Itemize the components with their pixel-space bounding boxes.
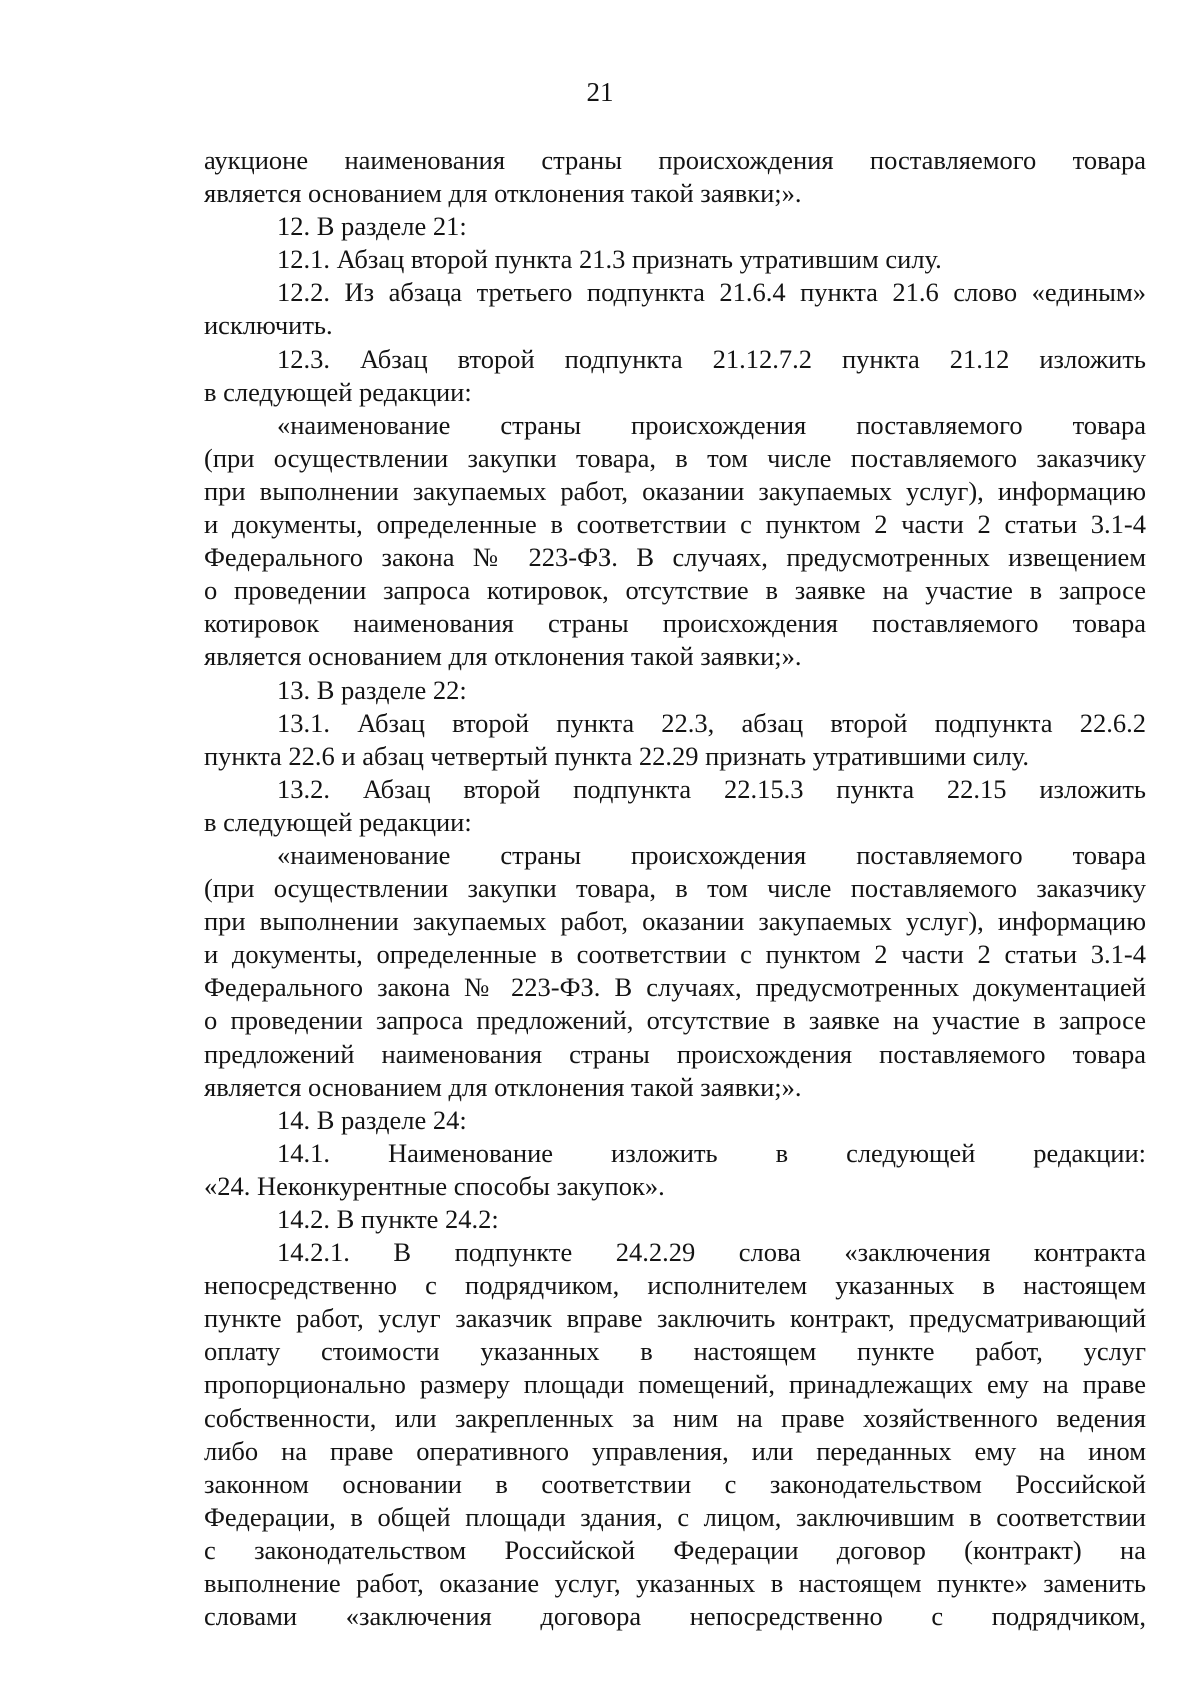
text-line: предложений наименования страны происхождения поставляемого товара	[204, 1038, 1146, 1069]
text-line: законном основании в соответствии с законодательством Российской	[204, 1468, 1146, 1499]
text-line: (при осуществлении закупки товара, в том числе поставляемого заказчику	[204, 873, 1146, 904]
text-line: в следующей редакции:	[204, 806, 472, 837]
text-line: выполнение работ, оказание услуг, указанных в настоящем пункте» заменить	[204, 1568, 1146, 1599]
text-line: либо на праве оперативного управления, или переданных ему на ином	[204, 1435, 1146, 1466]
text-line: является основанием для отклонения такой заявки;».	[204, 641, 802, 672]
document-body	[204, 144, 1146, 1633]
text-line: оплату стоимости указанных в настоящем пункте работ, услуг	[204, 1336, 1146, 1367]
text-line: собственности, или закрепленных за ним на праве хозяйственного ведения	[204, 1402, 1146, 1433]
text-line: «наименование страны происхождения поставляемого товара	[277, 409, 1146, 440]
page-number: 21	[586, 77, 614, 107]
text-line: 14.2.1. В подпункте 24.2.29 слова «заключения контракта	[277, 1237, 1146, 1268]
text-line: «24. Неконкурентные способы закупок».	[204, 1170, 665, 1201]
text-line: с законодательством Российской Федерации договор (контракт) на	[204, 1534, 1146, 1565]
text-line: и документы, определенные в соответствии с пунктом 2 части 2 статьи 3.1-4	[204, 509, 1146, 540]
text-line: пункте работ, услуг заказчик вправе заключить контракт, предусматривающий	[204, 1303, 1146, 1334]
text-line: является основанием для отклонения такой заявки;».	[204, 1071, 802, 1102]
text-line: 14.1. Наименование изложить в следующей редакции:	[277, 1137, 1146, 1168]
text-line: словами «заключения договора непосредственно с подрядчиком,	[204, 1601, 1146, 1632]
text-line: (при осуществлении закупки товара, в том числе поставляемого заказчику	[204, 442, 1146, 473]
text-line: при выполнении закупаемых работ, оказании закупаемых услуг), информацию	[204, 906, 1146, 937]
text-line: котировок наименования страны происхождения поставляемого товара	[204, 608, 1146, 639]
text-line: о проведении запроса котировок, отсутствие в заявке на участие в запросе	[204, 575, 1146, 606]
text-line: в следующей редакции:	[204, 376, 472, 407]
text-line: непосредственно с подрядчиком, исполнителем указанных в настоящем	[204, 1270, 1146, 1301]
text-line: 13.2. Абзац второй подпункта 22.15.3 пункта 22.15 изложить	[277, 773, 1146, 804]
text-line: «наименование страны происхождения поставляемого товара	[277, 839, 1146, 870]
text-line: Федерального закона № 223-ФЗ. В случаях, предусмотренных извещением	[204, 542, 1146, 573]
text-line: пункта 22.6 и абзац четвертый пункта 22.29 признать утратившими силу.	[204, 740, 1030, 771]
text-line: и документы, определенные в соответствии с пунктом 2 части 2 статьи 3.1-4	[204, 939, 1146, 970]
text-line: исключить.	[204, 310, 333, 341]
text-line: 12.3. Абзац второй подпункта 21.12.7.2 пункта 21.12 изложить	[277, 343, 1146, 374]
text-line: Федерального закона № 223-ФЗ. В случаях, предусмотренных документацией	[204, 972, 1146, 1003]
text-line: 13.1. Абзац второй пункта 22.3, абзац второй подпункта 22.6.2	[277, 707, 1146, 738]
text-line: при выполнении закупаемых работ, оказании закупаемых услуг), информацию	[204, 475, 1146, 506]
text-line: о проведении запроса предложений, отсутствие в заявке на участие в запросе	[204, 1005, 1146, 1036]
text-line: пропорционально размеру площади помещений, принадлежащих ему на праве	[204, 1369, 1146, 1400]
text-line: является основанием для отклонения такой заявки;».	[204, 178, 802, 209]
text-line: 13. В разделе 22:	[277, 674, 467, 705]
text-line: 12. В разделе 21:	[277, 211, 467, 242]
text-line: 14. В разделе 24:	[277, 1104, 467, 1135]
text-line: аукционе наименования страны происхождения поставляемого товара	[204, 145, 1146, 175]
text-line: 14.2. В пункте 24.2:	[277, 1204, 499, 1234]
text-line: Федерации, в общей площади здания, с лицом, заключившим в соответствии	[204, 1501, 1146, 1532]
text-line: 12.1. Абзац второй пункта 21.3 признать утратившим силу.	[277, 244, 942, 275]
text-line: 12.2. Из абзаца третьего подпункта 21.6.4 пункта 21.6 слово «единым»	[277, 277, 1146, 308]
